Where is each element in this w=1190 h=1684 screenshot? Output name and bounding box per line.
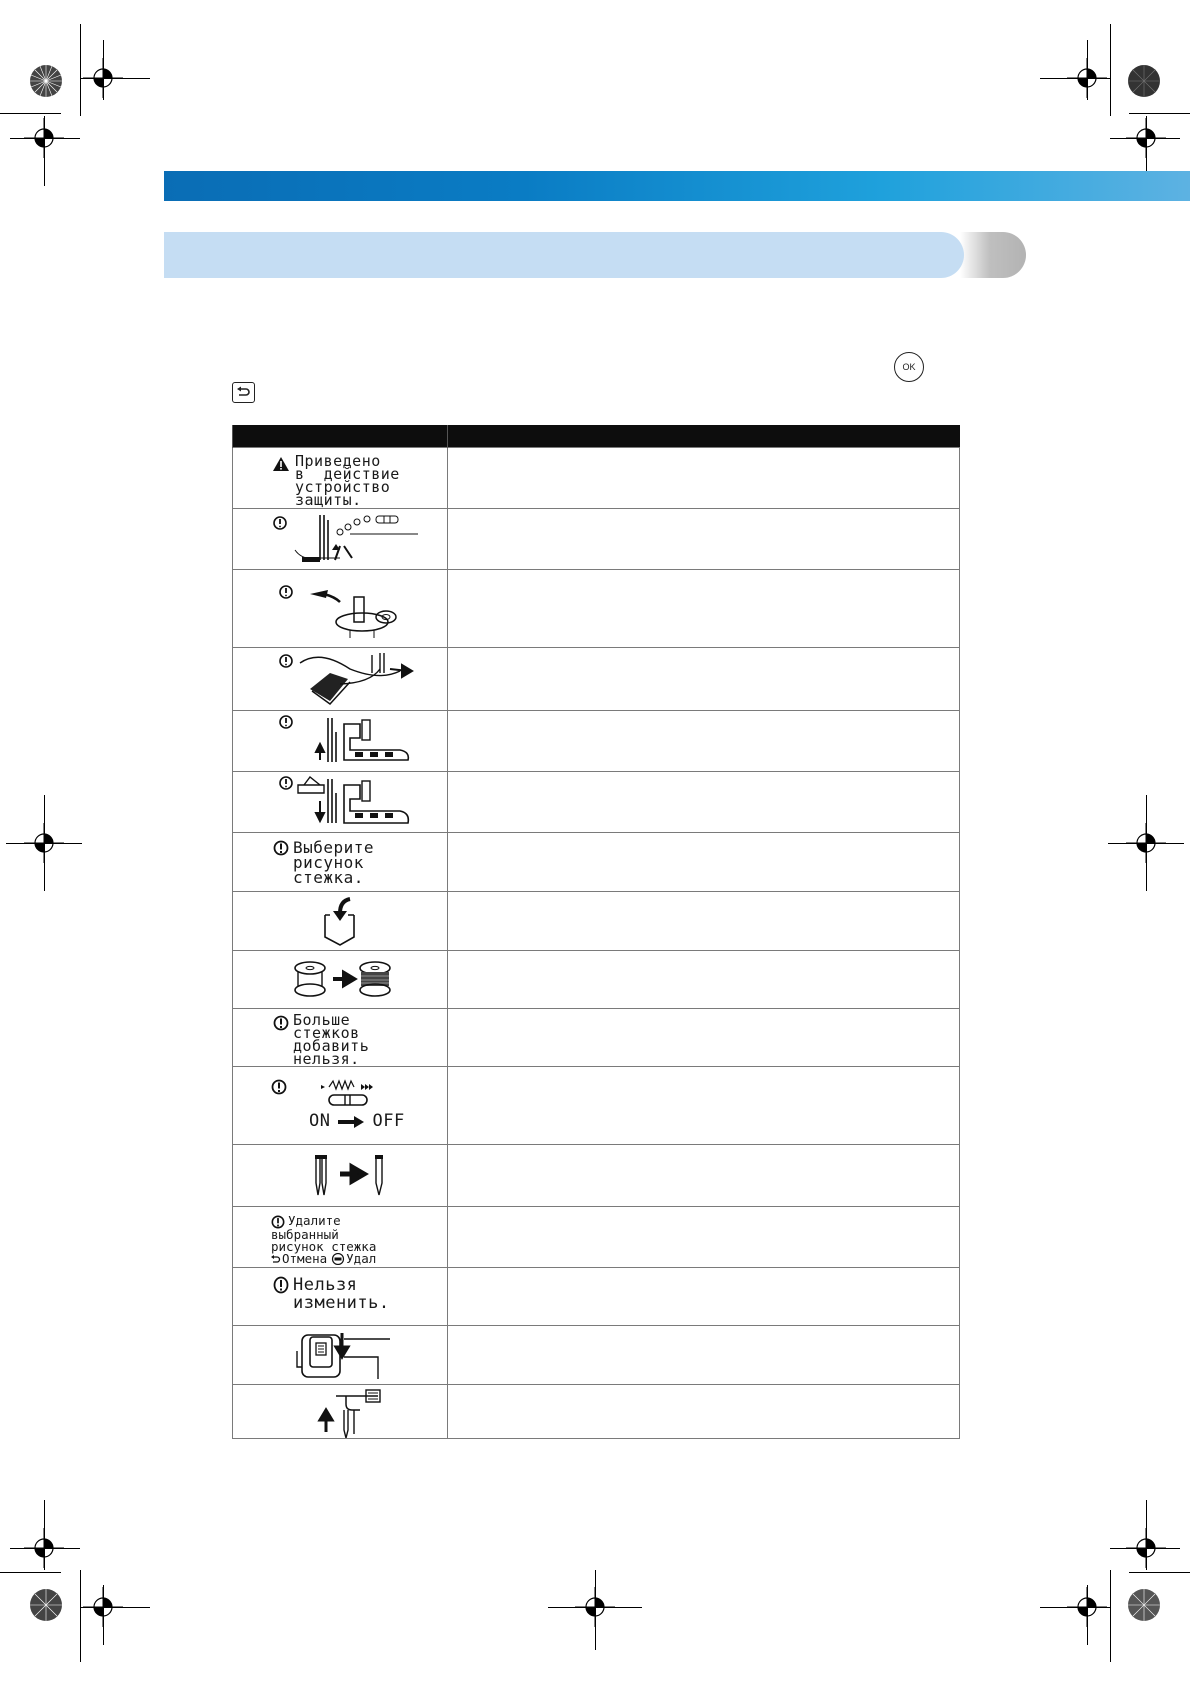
display-cell	[233, 772, 448, 833]
table-row	[233, 1326, 960, 1385]
lcd-line: Нельзя	[293, 1275, 358, 1295]
alert-circle-icon	[273, 840, 289, 856]
table-row	[233, 892, 960, 951]
buttonhole-lever-icon	[240, 510, 440, 568]
description-cell	[448, 892, 960, 951]
lcd-delete: Удал	[346, 1251, 377, 1266]
lcd-message	[293, 1276, 390, 1312]
display-cell	[233, 1009, 448, 1067]
table-row	[233, 1207, 960, 1268]
description-cell	[448, 1385, 960, 1439]
lcd-cancel: Отмена	[282, 1251, 328, 1266]
alert-circle-icon	[273, 1015, 289, 1031]
display-cell	[233, 448, 448, 509]
stitch-switch-icon	[319, 1077, 409, 1109]
lcd-line: защиты.	[295, 491, 362, 509]
display-cell	[233, 1145, 448, 1207]
description-cell	[448, 509, 960, 570]
description-cell	[448, 1009, 960, 1067]
lcd-message	[293, 1011, 370, 1068]
ok-key-label: OK	[902, 362, 916, 372]
table-row	[233, 772, 960, 833]
lcd-line: стежков	[293, 1024, 360, 1042]
description-cell	[448, 711, 960, 772]
lcd-line: изменить.	[293, 1293, 390, 1313]
table-header-row	[233, 425, 960, 448]
alert-circle-icon	[271, 1079, 287, 1095]
print-wheel-icon	[29, 1588, 63, 1622]
ok-key-icon	[331, 1253, 345, 1265]
presser-foot-down-icon	[240, 773, 440, 831]
needle-up-icon	[240, 1386, 440, 1438]
display-cell	[233, 509, 448, 570]
twin-to-single-needle-icon	[240, 1147, 440, 1205]
display-cell	[233, 892, 448, 951]
section-heading-bar	[164, 232, 964, 278]
pocket-save-icon	[240, 893, 440, 949]
table-row	[233, 448, 960, 509]
display-cell	[233, 648, 448, 711]
lcd-line: стежка.	[293, 868, 364, 887]
lcd-line: Больше	[293, 1011, 351, 1029]
description-cell	[448, 1067, 960, 1145]
print-wheel-icon	[1127, 1588, 1161, 1622]
lcd-message	[295, 452, 400, 509]
section-bar-cap	[960, 232, 1026, 278]
presser-foot-up-icon	[240, 712, 440, 770]
right-arrow-icon	[338, 1115, 364, 1129]
table-row	[233, 1385, 960, 1439]
table-row	[233, 648, 960, 711]
display-cell	[233, 1326, 448, 1385]
lcd-line: в действие	[295, 465, 400, 483]
display-cell	[233, 951, 448, 1009]
table-row	[233, 509, 960, 570]
ok-key-icon	[894, 352, 924, 382]
description-cell	[448, 772, 960, 833]
lcd-message	[293, 840, 374, 885]
return-arrow-icon	[236, 386, 251, 399]
table-row	[233, 711, 960, 772]
header-cause	[448, 425, 960, 448]
description-cell	[448, 448, 960, 509]
display-cell	[233, 1268, 448, 1326]
lcd-line: Выберите	[293, 838, 375, 857]
description-cell	[448, 951, 960, 1009]
print-wheel-icon	[1127, 64, 1161, 98]
display-cell	[233, 833, 448, 892]
description-cell	[448, 1326, 960, 1385]
table-row	[233, 570, 960, 648]
description-cell	[448, 1207, 960, 1268]
print-wheel-icon	[29, 64, 63, 98]
bobbin-winder-shaft-icon	[240, 572, 440, 646]
foot-controller-icon	[240, 649, 440, 709]
table-row	[233, 1009, 960, 1067]
header-display	[233, 425, 448, 448]
display-cell	[233, 570, 448, 648]
warning-triangle-icon	[273, 457, 289, 471]
switch-off-label: OFF	[372, 1111, 405, 1131]
lcd-line: Удалите	[288, 1213, 341, 1228]
table-row	[233, 1145, 960, 1207]
lcd-line: Приведено	[295, 452, 381, 470]
description-cell	[448, 1268, 960, 1326]
lcd-line: рисунок	[293, 853, 364, 872]
display-cell	[233, 1207, 448, 1268]
switch-on-label: ON	[309, 1111, 331, 1131]
error-message-table	[232, 425, 960, 1439]
lcd-line: рисунок стежка	[271, 1239, 377, 1254]
table-row	[233, 1268, 960, 1326]
description-cell	[448, 1145, 960, 1207]
back-key-icon	[271, 1254, 281, 1264]
alert-circle-icon	[273, 1276, 289, 1294]
display-cell	[233, 1385, 448, 1439]
bobbin-swap-icon	[240, 952, 440, 1008]
description-cell	[448, 833, 960, 892]
table-row	[233, 833, 960, 892]
description-cell	[448, 570, 960, 648]
buttonhole-lever-down-icon	[240, 1327, 440, 1383]
description-cell	[448, 648, 960, 711]
lcd-line: добавить	[293, 1037, 370, 1055]
chapter-title-bar	[164, 171, 1190, 201]
display-cell	[233, 711, 448, 772]
display-cell	[233, 1067, 448, 1145]
lcd-line: устройство	[295, 478, 391, 496]
lcd-line: нельзя.	[293, 1050, 360, 1068]
table-row	[233, 1067, 960, 1145]
back-key-icon	[232, 382, 255, 403]
lcd-line: выбранный	[271, 1227, 339, 1242]
table-row	[233, 951, 960, 1009]
